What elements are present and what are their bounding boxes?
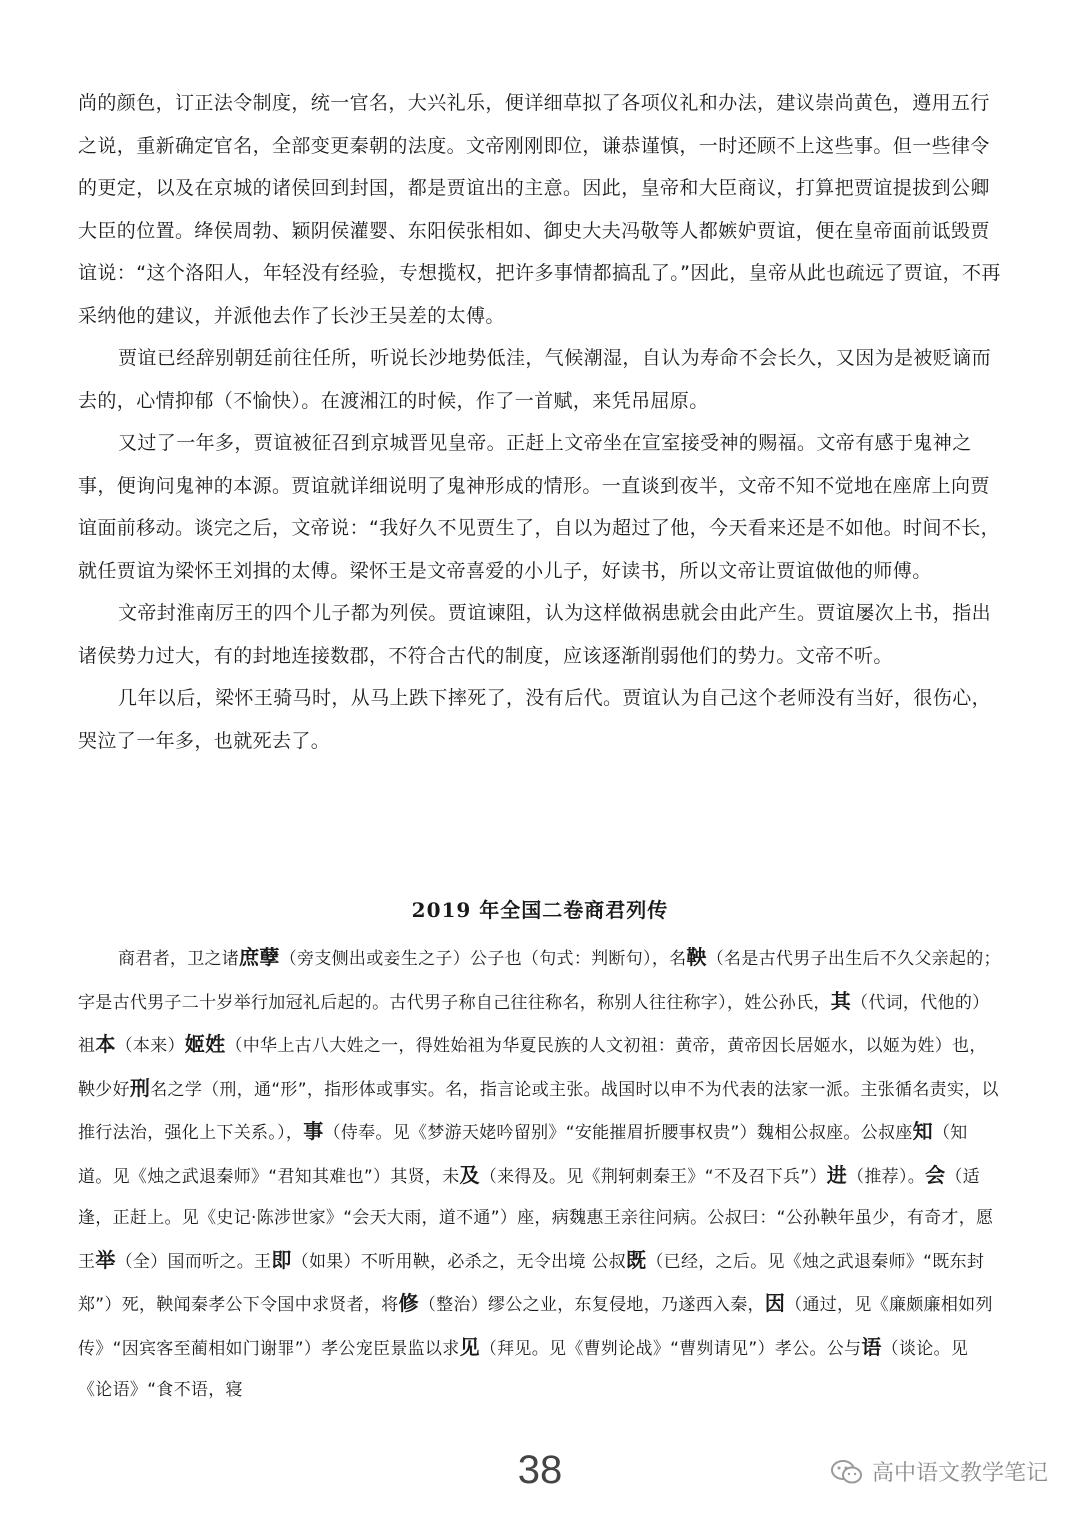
text-run: （已经，之后。见《烛之武退秦师》“既东封郑”）死，鞅闻秦孝公下令国中求贤者，将 xyxy=(78,1251,985,1315)
text-run: 名之学（刑，通“形”，指形体或事实。名，指言论或主张。战国时以申不为代表的法家一派。主张循名责实，以推行法治，强化上下关系。）， xyxy=(78,1079,999,1143)
paragraph: 贾谊已经辞别朝廷前往任所，听说长沙地势低洼，气候潮湿，自认为寿命不会长久，又因为是被贬谪而去的，心情抑郁（不愉快）。在渡湘江的时候，作了一首赋，来凭吊屈原。 xyxy=(78,347,992,412)
paragraph: 文帝封淮南厉王的四个儿子都为列侯。贾谊谏阻，认为这样做祸患就会由此产生。贾谊屡次上书，指出诸侯势力过大，有的封地连接数郡，不符合古代的制度，应该逐渐削弱他们的势力。文帝不听。 xyxy=(78,602,992,667)
paragraph: 又过了一年多，贾谊被征召到京城晋见皇帝。正赶上文帝坐在宣室接受神的赐福。文帝有感于鬼神之事，便询问鬼神的本源。贾谊就详细说明了鬼神形成的情形。一直谈到夜半，文帝不知不觉地在座席上向贾谊面前移动。谈完之后，文帝说：“我好久不见贾生了，自以为超过了他，今天看来还是不如他。时间不长，就任贾谊为梁怀王刘揖的太傅。梁怀王是文帝喜爱的小儿子，好读书，所以文帝让贾谊做他的师傅。 xyxy=(78,432,1001,582)
text-run: （整治）缪公之业，东复侵地，乃遂西入秦， xyxy=(418,1295,765,1315)
text-run: （来得及。见《荆轲刺秦王》“不及召下兵”） xyxy=(479,1166,827,1187)
text-run: （中华上古八大姓之一，得姓始祖为华夏民族的人文初祖：黄帝，黄帝因长居姬水，以姬为姓）也，鞅少好 xyxy=(78,1036,987,1100)
text-run: （通过，见《廉颇廉相如列传》“因宾客至蔺相如门谢罪”）孝公宠臣景监以求 xyxy=(78,1295,993,1359)
key-term: 因 xyxy=(764,1291,786,1315)
text-run: （知道。见《烛之武退秦师》“君知其难也”）其贤，未 xyxy=(78,1123,968,1187)
text-run: （全）国而听之。王 xyxy=(115,1251,272,1272)
key-term: 语 xyxy=(861,1334,882,1359)
text-run: （代词，代他的）祖 xyxy=(78,992,990,1056)
key-term: 庶孽 xyxy=(239,945,280,969)
text-run: 商君者，卫之诸 xyxy=(118,949,240,969)
key-term: 会 xyxy=(925,1162,946,1187)
key-term: 本 xyxy=(95,1032,116,1056)
key-term: 鞅 xyxy=(686,945,707,969)
text-run: （旁支侧出或妾生之子）公子也（句式：判断句），名 xyxy=(279,949,687,969)
text-run: （推荐）。 xyxy=(847,1166,926,1187)
key-term: 其 xyxy=(830,988,852,1013)
key-term: 知 xyxy=(912,1119,933,1143)
paragraph: 尚的颜色，订正法令制度，统一官名，大兴礼乐，便详细草拟了各项仪礼和办法，建议崇尚黄色，遵用五行之说，重新确定官名，全部变更秦朝的法度。文帝刚刚即位，谦恭谨慎，一时还顾不上这些事。但一些律令的更定，以及在京城的诸侯回到封国，都是贾谊出的主意。因此，皇帝和大臣商议，打算把贾谊提拔到公卿大臣的位置。绛侯周勃、颖阴侯灌婴、东阳侯张相如、御史大夫冯敬等人都嫉妒贾谊，便在皇帝面前诋毁贾谊说：“这个洛阳人，年轻没有经验，专想揽权，把许多事情都搞乱了。”因此，皇帝从此也疏远了贾谊，不再采纳他的建议，并派他去作了长沙王吴差的太傅。 xyxy=(78,92,1001,327)
text-run: （侍奉。见《梦游天姥吟留别》“安能摧眉折腰事权贵”）魏相公叔座。公叔座 xyxy=(323,1123,913,1143)
watermark-text: 高中语文教学笔记 xyxy=(871,1461,1048,1486)
page-number: 38 xyxy=(517,1448,563,1492)
key-term: 事 xyxy=(303,1119,324,1143)
text-run: （适逢，正赶上。见《史记·陈涉世家》“会天大雨，道不通”）座，病魏惠王亲往问病。公叔曰：“公孙鞅年虽少，有奇才，愿王 xyxy=(78,1166,994,1272)
key-term: 刑 xyxy=(129,1075,151,1100)
annotated-classical-text xyxy=(78,937,1002,1412)
translation-body xyxy=(78,82,1002,762)
text-run: （本来） xyxy=(115,1036,185,1056)
paragraph: 几年以后，梁怀王骑马时，从马上跌下摔死了，没有后代。贾谊认为自己这个老师没有当好，很伤心，哭泣了一年多，也就死去了。 xyxy=(78,687,992,752)
watermark xyxy=(830,1456,1048,1487)
key-term: 见 xyxy=(459,1334,480,1359)
key-term: 即 xyxy=(271,1247,292,1272)
annotated-paragraph xyxy=(78,937,1002,1412)
key-term: 修 xyxy=(398,1291,419,1315)
section-title: 2019 年全国二卷商君列传 xyxy=(411,898,669,922)
key-term: 姬姓 xyxy=(184,1032,226,1056)
key-term: 举 xyxy=(95,1247,116,1272)
text-run: （拜见。见《曹刿论战》“曹刿请见”）孝公。公与 xyxy=(479,1338,862,1359)
key-term: 进 xyxy=(826,1162,848,1187)
wechat-icon xyxy=(830,1458,864,1486)
key-term: 及 xyxy=(459,1162,480,1187)
text-run: （名是古代男子出生后不久父亲起的；字是古代男子二十岁举行加冠礼后起的。古代男子称自己往往称名，称别人往往称字），姓公孙氏， xyxy=(78,949,1001,1013)
text-run: （如果）不听用鞅，必杀之，无令出境 公叔 xyxy=(291,1251,627,1272)
text-run: （谈论。见《论语》“食不语，寝 xyxy=(78,1338,969,1400)
key-term: 既 xyxy=(626,1247,647,1272)
